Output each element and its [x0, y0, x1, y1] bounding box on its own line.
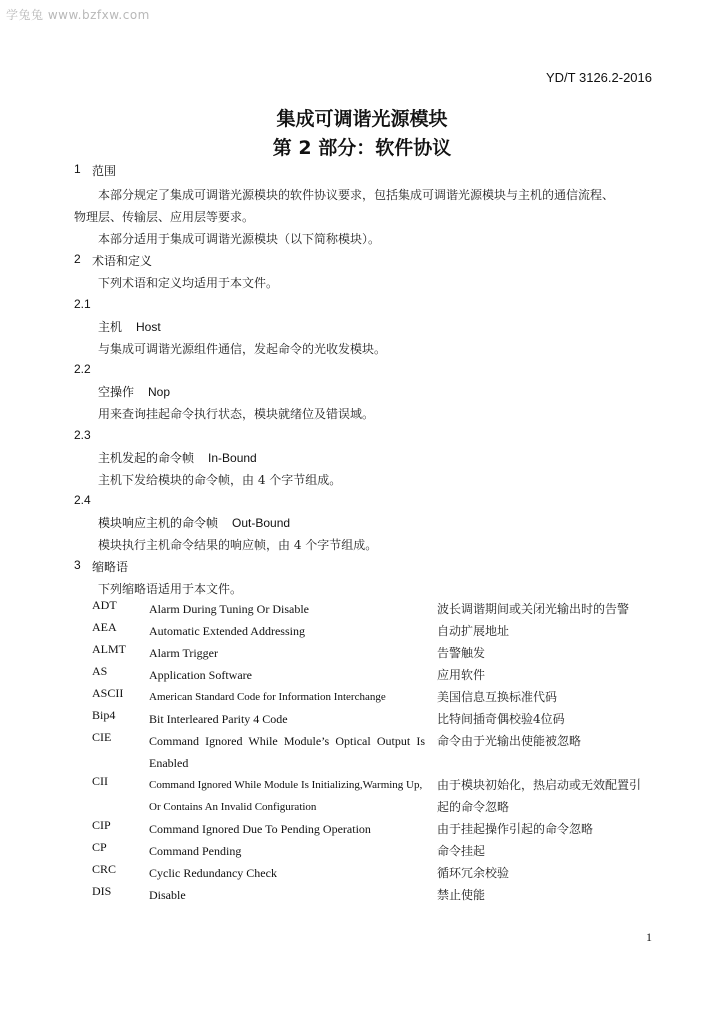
watermark: 学兔兔 www.bzfxw.com: [6, 8, 150, 22]
term-number: 2.3: [74, 428, 91, 442]
abbreviation-english: Bit Interleared Parity 4 Code: [149, 712, 288, 726]
section-heading: 缩略语: [92, 560, 129, 574]
abbreviation-english: Disable: [149, 888, 186, 902]
abbreviation-english: Cyclic Redundancy Check: [149, 866, 277, 880]
term-title: [98, 449, 257, 466]
term-english: Nop: [148, 385, 171, 399]
term-english: In-Bound: [208, 451, 257, 465]
abbreviation: DIS: [92, 884, 112, 898]
abbreviation-chinese: 应用软件: [437, 668, 486, 682]
abbreviation: ASCII: [92, 686, 124, 700]
abbreviation-english: Command Ignored Due To Pending Operation: [149, 822, 371, 836]
abbreviation-english: Alarm Trigger: [149, 646, 218, 660]
abbreviation: CIP: [92, 818, 111, 832]
term-title: [98, 514, 290, 531]
abbreviation-chinese: 比特间插奇偶校验4位码: [437, 712, 565, 726]
term-number: 2.1: [74, 297, 91, 311]
term-number: 2.2: [74, 362, 91, 376]
paragraph-continuation: 物理层、传输层、应用层等要求。: [74, 210, 255, 224]
abbreviation: CIE: [92, 730, 112, 744]
abbreviation-chinese: 由于挂起操作引起的命令忽略: [437, 822, 594, 836]
term-chinese: 主机发起的命令帧: [98, 451, 195, 465]
page-number: 1: [646, 930, 652, 944]
term-number: 2.4: [74, 493, 91, 507]
section-number: 2: [74, 252, 81, 266]
abbreviation: ALMT: [92, 642, 126, 656]
abbreviation-chinese: 告警触发: [437, 646, 486, 660]
abbreviation: Bip4: [92, 708, 116, 722]
abbreviation: ADT: [92, 598, 117, 612]
document-subtitle: 第 2 部分：软件协议: [272, 137, 452, 159]
term-title: [98, 383, 170, 400]
section-number: 1: [74, 162, 81, 176]
abbreviation-english: Application Software: [149, 668, 252, 682]
abbreviation-chinese: 由于模块初始化，热启动或无效配置引起的命令忽略: [437, 778, 642, 814]
abbreviation-english: Command Ignored While Module’s Optical Output Is Enabled: [149, 734, 425, 770]
term-definition: 与集成可调谐光源组件通信，发起命令的光收发模块。: [98, 342, 387, 356]
abbreviation-chinese: 美国信息互换标准代码: [437, 690, 558, 704]
abbreviation-english: Automatic Extended Addressing: [149, 624, 305, 638]
abbreviation-english: Command Ignored While Module Is Initializing,Warming Up, Or Contains An Invalid Configuration: [149, 779, 423, 813]
abbreviation: CP: [92, 840, 107, 854]
abbreviation-chinese: 命令挂起: [437, 844, 486, 858]
term-definition: 主机下发给模块的命令帧，由 4 个字节组成。: [98, 473, 342, 487]
term-title: [98, 318, 161, 335]
abbreviation-chinese: 禁止使能: [437, 888, 486, 902]
paragraph: 下列缩略语适用于本文件。: [98, 582, 243, 596]
section-heading: 术语和定义: [92, 254, 153, 268]
term-english: Host: [136, 320, 161, 334]
abbreviation-chinese: 自动扩展地址: [437, 624, 510, 638]
term-definition: 用来查询挂起命令执行状态，模块就绪位及错误域。: [98, 407, 375, 421]
term-english: Out-Bound: [232, 516, 291, 530]
abbreviation: CII: [92, 774, 108, 788]
paragraph: 下列术语和定义均适用于本文件。: [98, 276, 279, 290]
abbreviation: AEA: [92, 620, 117, 634]
abbreviation: AS: [92, 664, 108, 678]
term-definition: 模块执行主机命令结果的响应帧，由 4 个字节组成。: [98, 538, 378, 552]
term-chinese: 模块响应主机的命令帧: [98, 516, 219, 530]
term-chinese: 空操作: [98, 385, 135, 399]
paragraph: 本部分适用于集成可调谐光源模块（以下简称模块）。: [98, 232, 381, 246]
abbreviation-english: Command Pending: [149, 844, 242, 858]
term-chinese: 主机: [98, 320, 123, 334]
paragraph: 本部分规定了集成可调谐光源模块的软件协议要求，包括集成可调谐光源模块与主机的通信流程、: [98, 188, 615, 202]
document-code: YD/T 3126.2-2016: [546, 70, 652, 85]
abbreviation-english: Alarm During Tuning Or Disable: [149, 602, 309, 616]
document-title: 集成可调谐光源模块: [276, 108, 448, 130]
abbreviation: CRC: [92, 862, 117, 876]
abbreviation-english: American Standard Code for Information Interchange: [149, 691, 386, 703]
abbreviation-chinese: 波长调谐期间或关闭光输出时的告警: [437, 602, 630, 616]
section-heading: 范围: [92, 164, 117, 178]
section-number: 3: [74, 558, 81, 572]
abbreviation-chinese: 循环冗余校验: [437, 866, 510, 880]
abbreviation-chinese: 命令由于光输出使能被忽略: [437, 734, 582, 748]
